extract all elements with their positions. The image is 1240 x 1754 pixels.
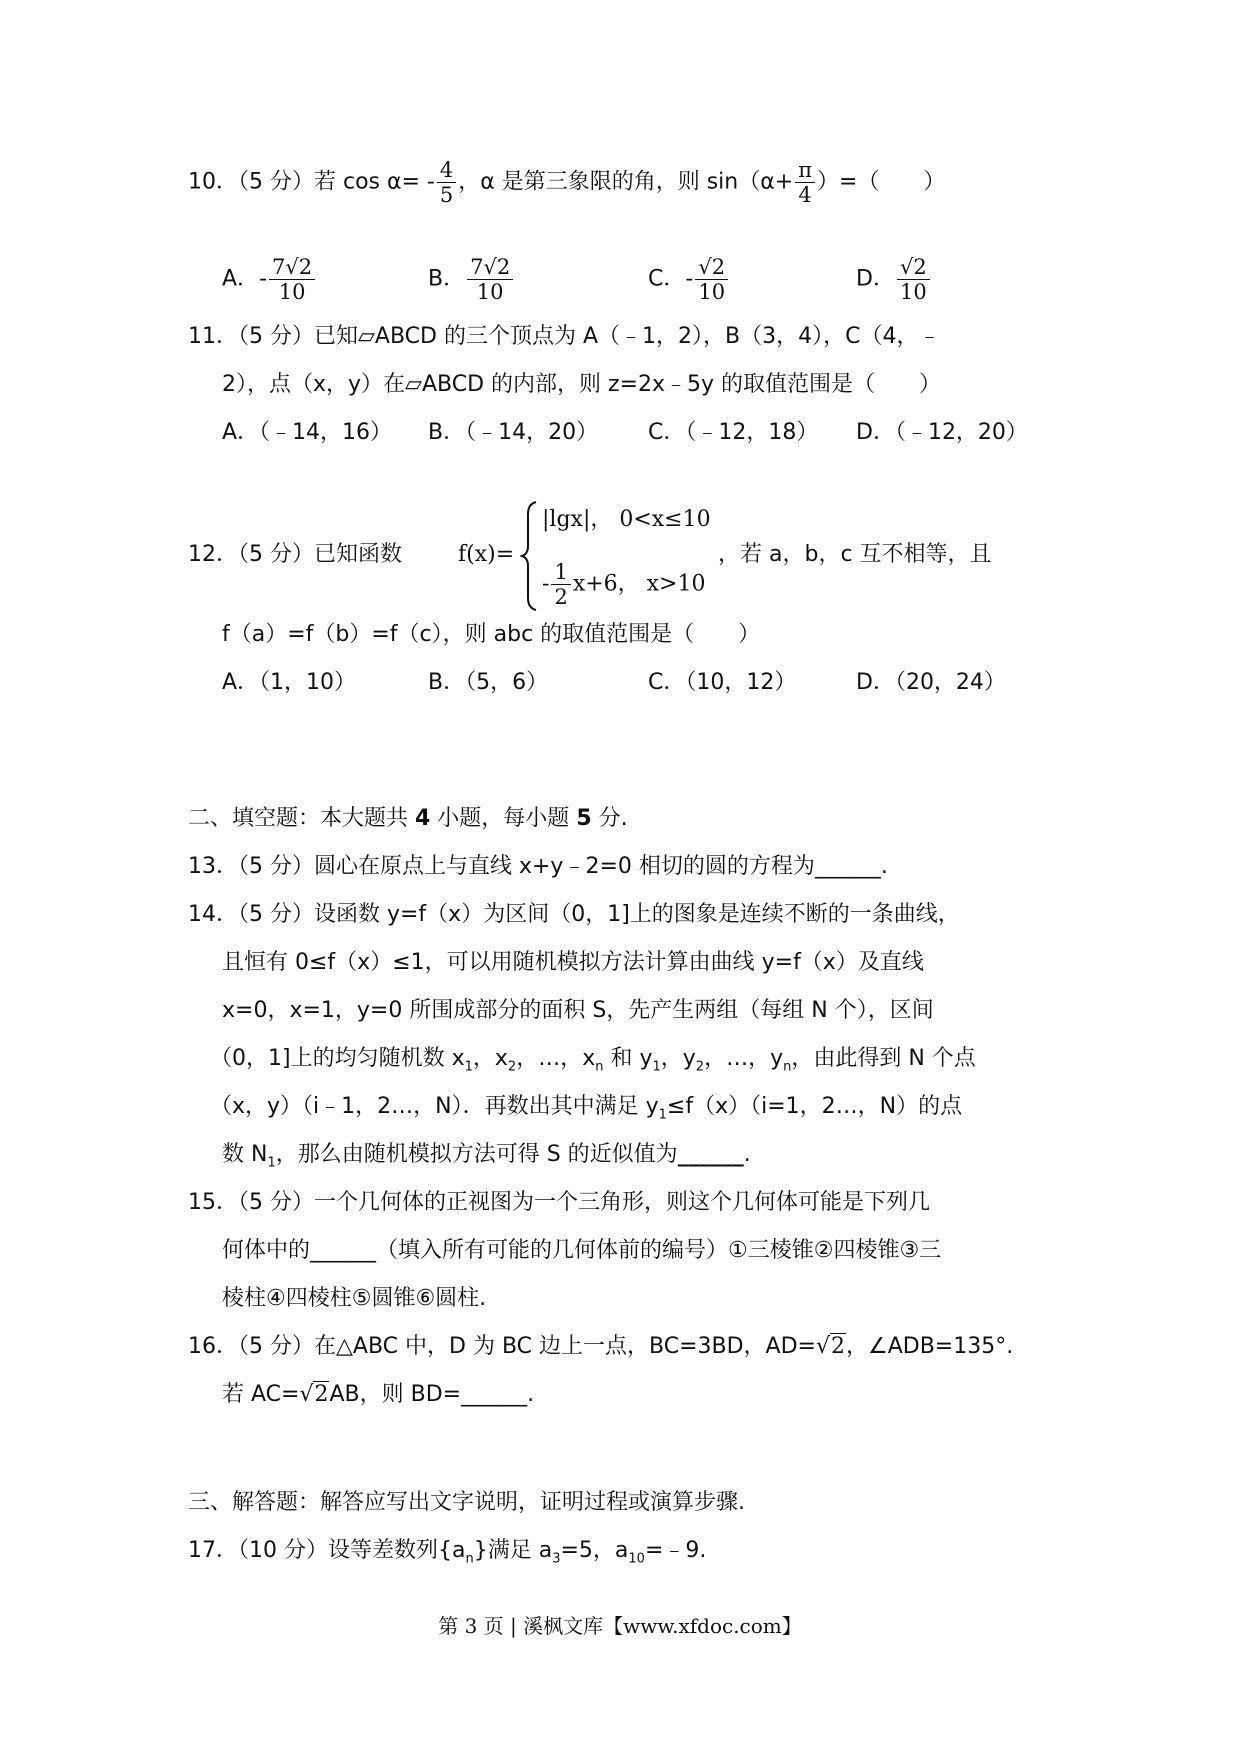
section2-points: 5 <box>576 806 592 831</box>
q12-post: ，若 a，b，c 互不相等，且 <box>718 542 992 567</box>
subscript: 2 <box>507 1059 517 1075</box>
q14-text: ，那么由随机模拟方法可得 S 的近似值为 <box>275 1142 678 1167</box>
q12-case-2 <box>542 560 705 609</box>
frac-num: 7√2 <box>269 255 315 280</box>
frac-num: 1 <box>551 560 570 585</box>
question-14-line-3: x=0，x=1，y=0 所围成部分的面积 S，先产生两组（每组 N 个），区间 <box>222 998 934 1023</box>
q16-text: ，∠ADB=135°. <box>846 1334 1014 1359</box>
question-15-line-3: 棱柱④四棱柱⑤圆锥⑥圆柱. <box>222 1286 487 1311</box>
q14-text: 数 N <box>222 1142 268 1167</box>
section2-pre: 二、填空题：本大题共 <box>188 806 415 831</box>
q16-text: AB，则 BD= <box>329 1382 462 1407</box>
sqrt-expression: √2 <box>299 1382 329 1407</box>
option-label: B． <box>428 266 466 292</box>
fraction <box>467 255 513 304</box>
subscript: 1 <box>267 1155 276 1171</box>
q17-text: =﹣9. <box>644 1538 707 1563</box>
question-14-line-4 <box>210 1044 976 1074</box>
answer-blank: ______ <box>677 1142 744 1167</box>
q17-text: }满足 a <box>473 1538 553 1563</box>
q12-fx: f(x)= <box>458 542 515 567</box>
q11-option-c: C．（﹣12，18） <box>648 420 819 445</box>
frac-den: 10 <box>698 280 726 304</box>
q10-option-b <box>428 255 515 304</box>
frac-den: 5 <box>439 183 454 207</box>
q12-option-b: B．（5，6） <box>428 670 549 695</box>
q12-option-d: D．（20，24） <box>856 670 1006 695</box>
q12-pre-text: 12．（5 分）已知函数 <box>188 542 402 567</box>
subscript: n <box>783 1059 792 1075</box>
section-2-heading <box>188 804 628 834</box>
q17-text: 17．（10 分）设等差数列{a <box>188 1538 466 1563</box>
frac-num: √2 <box>897 255 930 280</box>
fraction <box>269 255 315 304</box>
question-17 <box>188 1536 706 1566</box>
question-14-line-6 <box>222 1140 751 1170</box>
q14-text: ，由此得到 N 个点 <box>791 1046 976 1071</box>
q11-option-a: A．（﹣14，16） <box>222 420 393 445</box>
q14-text: ，…，x <box>516 1046 596 1071</box>
option-sign: - <box>685 266 694 292</box>
section2-mid: 小题，每小题 <box>430 806 577 831</box>
subscript: 1 <box>658 1107 667 1123</box>
q14-text: ，…，y <box>704 1046 784 1071</box>
q14-end: . <box>743 1142 751 1167</box>
subscript: 3 <box>552 1551 561 1567</box>
question-16-line-1 <box>188 1332 1013 1362</box>
q13-text: 13．（5 分）圆心在原点上与直线 x+y﹣2=0 相切的圆的方程为 <box>188 854 815 879</box>
q10-post: ）=（ ） <box>817 169 946 195</box>
frac-num: 4 <box>437 158 456 183</box>
option-sign: - <box>259 266 268 292</box>
q13-end: . <box>880 854 888 879</box>
answer-blank: ______ <box>814 854 881 879</box>
q16-text: 16．（5 分）在△ABC 中，D 为 BC 边上一点，BC=3BD，AD= <box>188 1334 816 1359</box>
option-label: A． <box>222 266 260 292</box>
subscript: 10 <box>628 1551 645 1567</box>
frac-den: 2 <box>554 585 568 609</box>
fraction <box>437 158 456 207</box>
q14-text: ，y <box>660 1046 696 1071</box>
question-16-line-2 <box>222 1380 534 1410</box>
q12-case-1: |lgx|， 0<x≤10 <box>542 507 711 532</box>
question-14-line-5 <box>210 1092 962 1122</box>
q12-option-c: C．（10，12） <box>648 670 797 695</box>
subscript: n <box>595 1059 604 1075</box>
q10-mid: ，α 是第三象限的角，则 sin（α+ <box>458 169 794 195</box>
question-14-line-1: 14．（5 分）设函数 y=f（x）为区间（0，1]上的图象是连续不断的一条曲线， <box>188 902 960 927</box>
q11-option-b: B．（﹣14，20） <box>428 420 599 445</box>
q14-text: （0，1]上的均匀随机数 x <box>210 1046 465 1071</box>
subscript: 1 <box>652 1059 661 1075</box>
q14-text: ，x <box>472 1046 508 1071</box>
q12-option-a: A．（1，10） <box>222 670 357 695</box>
radicand: 2 <box>831 1334 845 1359</box>
q14-text: 和 y <box>603 1046 653 1071</box>
subscript: 2 <box>695 1059 705 1075</box>
question-12-pre <box>188 540 402 570</box>
question-13 <box>188 852 888 882</box>
q14-text: ≤f（x）（i=1，2…，N）的点 <box>666 1094 963 1119</box>
answer-blank: ______ <box>310 1238 377 1263</box>
option-label: C． <box>648 266 686 292</box>
q15-text: 何体中的 <box>222 1238 311 1263</box>
q10-option-d <box>856 255 932 304</box>
q17-text: =5，a <box>560 1538 629 1563</box>
fraction <box>795 158 815 207</box>
q16-end: . <box>527 1382 535 1407</box>
frac-num: π <box>795 158 815 183</box>
page-footer: 第 3 页 | 溪枫文库【www.xfdoc.com】 <box>438 1614 802 1638</box>
sqrt-expression: √2 <box>815 1334 845 1359</box>
answer-blank: ______ <box>461 1382 528 1407</box>
question-15-line-2 <box>222 1236 941 1266</box>
question-11-line-1: 11．（5 分）已知▱ABCD 的三个顶点为 A（﹣1，2），B（3，4），C（4，﹣ <box>188 324 941 349</box>
option-label: D． <box>856 266 895 292</box>
q16-text: 若 AC= <box>222 1382 300 1407</box>
frac-den: 10 <box>278 280 306 304</box>
question-15-line-1: 15．（5 分）一个几何体的正视图为一个三角形，则这个几何体可能是下列几 <box>188 1190 930 1215</box>
question-10 <box>188 158 945 207</box>
frac-den: 10 <box>476 280 504 304</box>
fraction <box>695 255 728 304</box>
q15-text: （填入所有可能的几何体前的编号）①三棱锥②四棱锥③三 <box>376 1238 942 1263</box>
section-3-heading: 三、解答题：解答应写出文字说明，证明过程或演算步骤. <box>188 1490 745 1515</box>
fraction <box>897 255 930 304</box>
q14-text: （x，y）（i﹣1，2…，N）．再数出其中满足 y <box>210 1094 659 1119</box>
case2-sign: - <box>542 571 550 597</box>
subscript: 1 <box>464 1059 473 1075</box>
frac-num: 7√2 <box>467 255 513 280</box>
frac-den: 4 <box>798 183 812 207</box>
question-11-line-2: 2），点（x，y）在▱ABCD 的内部，则 z=2x﹣5y 的取值范围是（ ） <box>222 372 942 397</box>
frac-den: 10 <box>899 280 927 304</box>
question-14-line-2: 且恒有 0≤f（x）≤1，可以用随机模拟方法计算由曲线 y=f（x）及直线 <box>222 950 924 975</box>
q10-pre: 10．（5 分）若 cos α= - <box>188 169 435 195</box>
section2-post: 分. <box>591 806 628 831</box>
frac-num: √2 <box>695 255 728 280</box>
q10-option-c <box>648 255 730 304</box>
radicand: 2 <box>314 1382 329 1407</box>
case2-text: x+6， x>10 <box>572 571 706 597</box>
fraction <box>551 560 570 609</box>
subscript: n <box>465 1551 474 1567</box>
q11-option-d: D．（﹣12，20） <box>856 420 1028 445</box>
q10-option-a <box>222 255 317 304</box>
question-12-line-2: f（a）=f（b）=f（c），则 abc 的取值范围是（ ） <box>222 622 761 647</box>
left-brace-icon <box>520 500 540 612</box>
section2-count: 4 <box>415 806 431 831</box>
